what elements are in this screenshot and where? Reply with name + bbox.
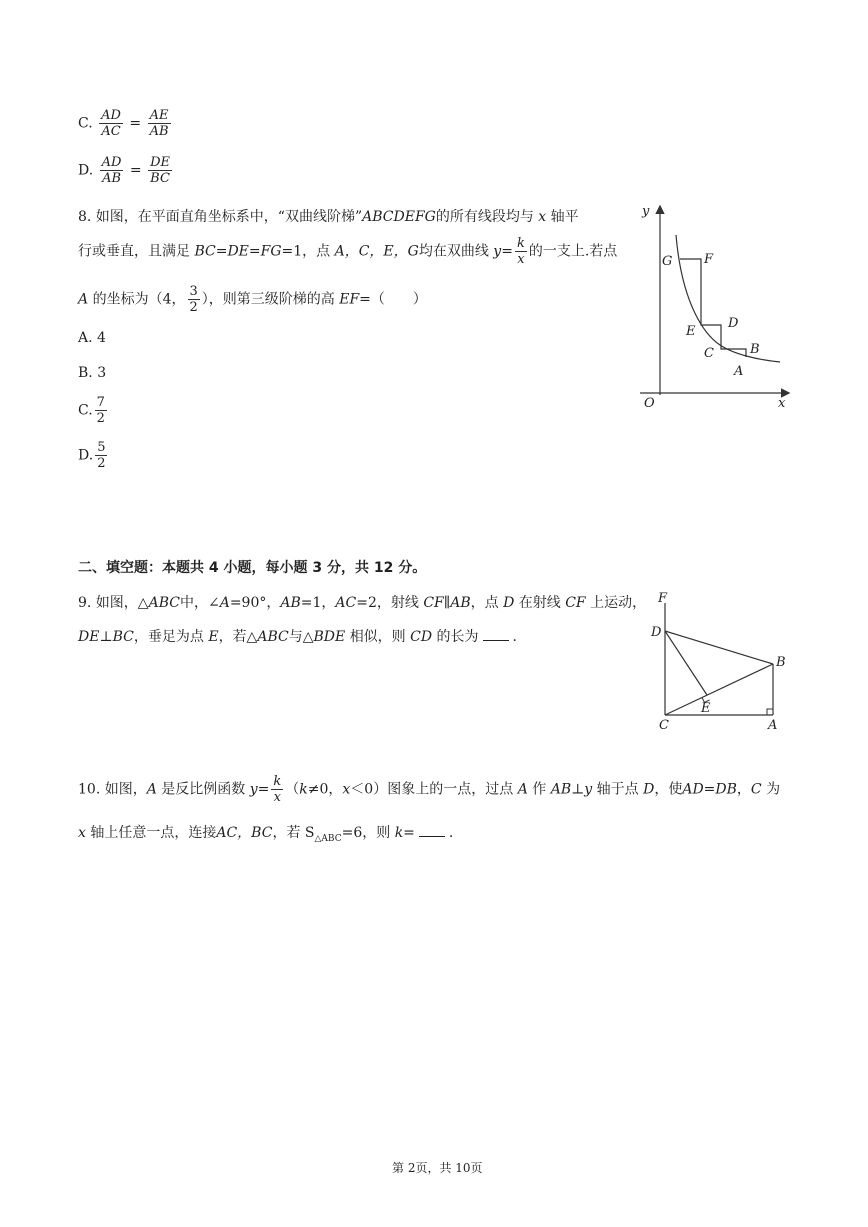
q8-option-b: B. 3 [78,365,107,381]
label-o: O [644,396,655,411]
label-f: F [704,252,714,267]
segment-db [665,631,773,664]
staircase [680,259,746,357]
q9-line-2: DE⊥BC，垂足为点 E，若△ABC与△BDE 相似，则 CD 的长为 . [78,629,517,645]
q8-line-2: 行或垂直，且满足 BC=DE=FG=1，点 A，C，E，G均在双曲线 y= $\frac{k}{x}$ 的一支上.若点 [78,236,618,267]
fraction: $\frac{5}{2}$ [97,440,106,471]
q9-figure [645,588,795,733]
answer-blank[interactable] [483,630,509,641]
q7-option-c: C. $\frac{AD}{AC}$ = $\frac{AE}{AB}$ [78,108,169,139]
fraction: $\frac{k}{x}$ [516,236,525,267]
fraction: $\frac{DE}{BC}$ [150,155,171,186]
q7-option-d: D. $\frac{AD}{AB}$ = $\frac{DE}{BC}$ [78,155,171,186]
label-d: D [728,316,739,331]
label-g: G [662,254,673,269]
q8-line-3: A 的坐标为（4， $\frac{3}{2}$ ），则第三级阶梯的高 EF=（ ） [78,284,427,315]
fraction: $\frac{k}{x}$ [273,774,282,805]
fraction: $\frac{3}{2}$ [189,284,198,315]
label-e: E [701,701,711,716]
hyperbola-curve [676,235,780,362]
right-angle-a [767,709,773,715]
fraction: $\frac{AE}{AB}$ [149,108,169,139]
label-e: E [686,324,696,339]
page-footer: 第 2页，共 10页 [392,1161,483,1175]
q8-figure [630,195,800,415]
label-x: x [778,396,786,411]
section-2-heading: 二、填空题：本题共 4 小题，每小题 3 分，共 12 分。 [78,560,427,576]
label-d: D [651,625,662,640]
segment-de [665,631,707,695]
label-f: F [658,591,668,606]
label-a: A [768,718,778,733]
fraction: $\frac{7}{2}$ [96,395,105,426]
label-c: C [659,718,669,733]
q8-line-1: 8. 如图，在平面直角坐标系中，“双曲线阶梯”ABCDEFG的所有线段均与 x 轴平 [78,209,579,225]
q8-option-d: D. $\frac{5}{2}$ [78,440,106,471]
q9-line-1: 9. 如图，△ABC中，∠A=90°，AB=1，AC=2，射线 CF∥AB，点 D 在射线 CF 上运动， [78,595,647,611]
label-c: C [704,346,714,361]
answer-blank[interactable] [419,826,445,837]
q10-line-1: 10. 如图，A 是反比例函数 y= $\frac{k}{x}$ （k≠0，x＜0）图象上的一点，过点 A 作 AB⊥y 轴于点 D，使AD=DB，C 为 [78,774,781,805]
label-y: y [642,204,650,219]
label-b: B [776,655,786,670]
q8-option-a: A. 4 [78,330,106,346]
label-a: A [734,364,744,379]
segment-cb [665,664,773,715]
fraction: $\frac{AD}{AB}$ [101,155,122,186]
q8-option-c: C. $\frac{7}{2}$ [78,395,105,426]
label-b: B [750,342,760,357]
q10-line-2: x 轴上任意一点，连接AC，BC，若 $S_{\triangle ABC}=6$，则 k= . [78,825,454,844]
fraction: $\frac{AD}{AC}$ [101,108,121,139]
